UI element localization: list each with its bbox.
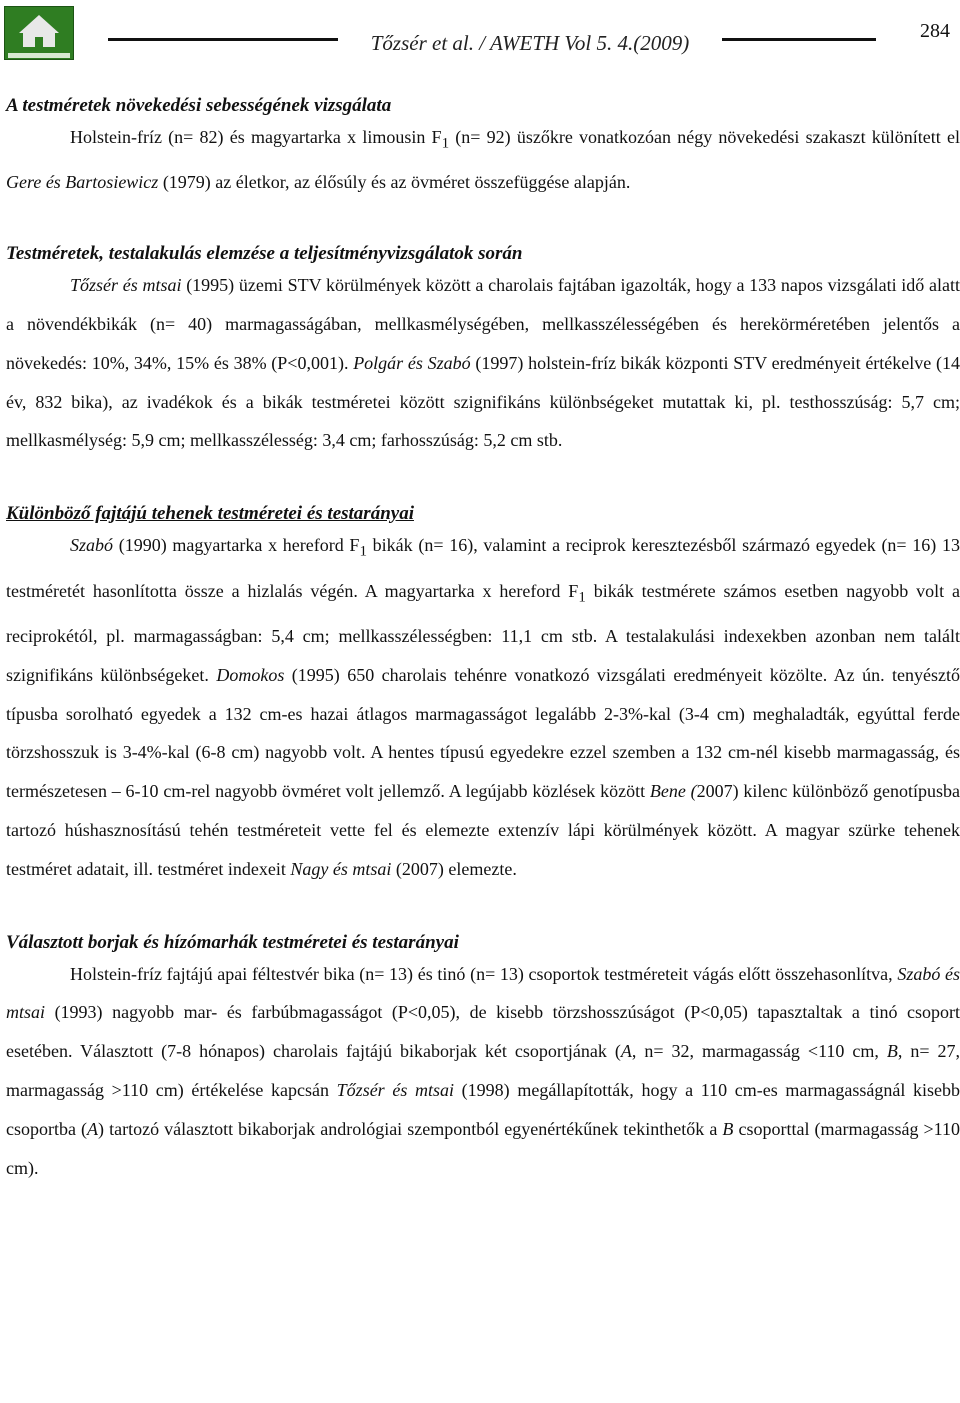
- paragraph-weaned-calves: Holstein-fríz fajtájú apai féltestvér bika (n= 13) és tinó (n= 13) csoportok testméreteit vágás előtt összehasonlítva, Szabó és mtsai (1993) nagyobb mar- és farbúbmagasságot (P<0,05), de kisebb törzshosszúságot (P<0,05) tapasztaltak a tinó csoport esetében. Választott (7-8 hónapos) charolais fajtájú bikaborjak két csoportjának (A, n= 32, marmagasság <110 cm, B, n= 27, marmagasság >110 cm) értékelése kapcsán Tőzsér és mtsai (1998) megállapították, hogy a 110 cm-es marmagasságnál kisebb csoportba (A) tartozó választott bikaborjak andrológiai szempontból egyenértékűnek tekinthetők a B csoporttal (marmagasság >110 cm).: [6, 963, 960, 1178]
- paragraph-growth-rate: Holstein-fríz (n= 82) és magyartarka x limousin $F_1$ (n= 92) üszőkre vonatkozóan négy növekedési szakaszt különített el Gere és Bartosiewicz (1979) az életkor, az élősúly és az övméret összefüggése alapján.: [6, 127, 960, 193]
- section-title-performance-tests: Testméretek, testalakulás elemzése a teljesítményvizsgálatok során: [6, 243, 523, 265]
- running-title: Tőzsér et al. / AWETH Vol 5. 4.(2009): [370, 31, 690, 55]
- section-title-growth-rate: A testméretek növekedési sebességének vizsgálata: [6, 95, 392, 116]
- header-rule-right: [722, 38, 876, 41]
- page-header: [0, 0, 960, 62]
- section-title-cow-breeds: Különböző fajtájú tehenek testméretei és testarányai: [6, 503, 414, 525]
- article-content: [6, 94, 960, 1187]
- paragraph-cow-breeds: Szabó (1990) magyartarka x hereford $F_1$ bikák (n= 16), valamint a reciprok keresztezésből származó egyedek (n= 16) 13 testméretét hasonlította össze a hizlalás végén. A magyartarka x hereford $F_1$ bikák testmérete számos esetben nagyobb volt a reciprokétól, pl. marmagasságban: 5,4 cm; mellkasszélességben: 11,1 cm stb. A testalakulási indexekben azonban nem talált szignifikáns különbségeket. Domokos (1995) 650 charolais tehénre vonatkozó vizsgálati eredményeit közölte. Az ún. tenyésztő típusba sorolható egyedek a 132 cm-es hazai átlagos marmagasságot legalább 2-3%-kal (3-4 cm) meghaladták, egyúttal ferde törzshosszuk is 3-4%-kal (6-8 cm) nagyobb volt. A hentes típusú egyedekre ezzel szemben a 132 cm-nél kisebb marmagasság, és természetesen – 6-10 cm-rel nagyobb övméret volt jellemző. A legújabb közlések között Bene (2007) kilenc különböző genotípusba tartozó húshasznosítású tehén testméreteit vette fel és elemezte extenzív lápi körülmények között. A magyar szürke tehenek testméret adatait, ill. testméret indexeit Nagy és mtsai (2007) elemezte.: [6, 535, 960, 879]
- section-title-weaned-calves: Választott borjak és hízómarhák testméretei és testarányai: [6, 931, 459, 953]
- paragraph-performance-tests: Tőzsér és mtsai (1995) üzemi STV körülmények között a charolais fajtában igazolták, hogy a 133 napos vizsgálati idő alatt a növendékbikák (n= 40) marmagasságában, mellkasmélységében, mellkasszélességében és herekörméretében jelentős a növekedés: 10%, 34%, 15% és 38% (P<0,001). Polgár és Szabó (1997) holstein-fríz bikák központi STV eredményeit értékelve (14 év, 832 bika), az ivadékok és a bikák testméretei között szignifikáns különbségeket mutattak ki, pl. testhosszúság: 5,7 cm; mellkasmélység: 5,9 cm; mellkasszélesség: 3,4 cm; farhosszúság: 5,2 cm stb.: [6, 275, 960, 451]
- journal-logo: [4, 6, 74, 60]
- page-number: 284: [920, 20, 950, 42]
- header-rule-left: [108, 38, 338, 41]
